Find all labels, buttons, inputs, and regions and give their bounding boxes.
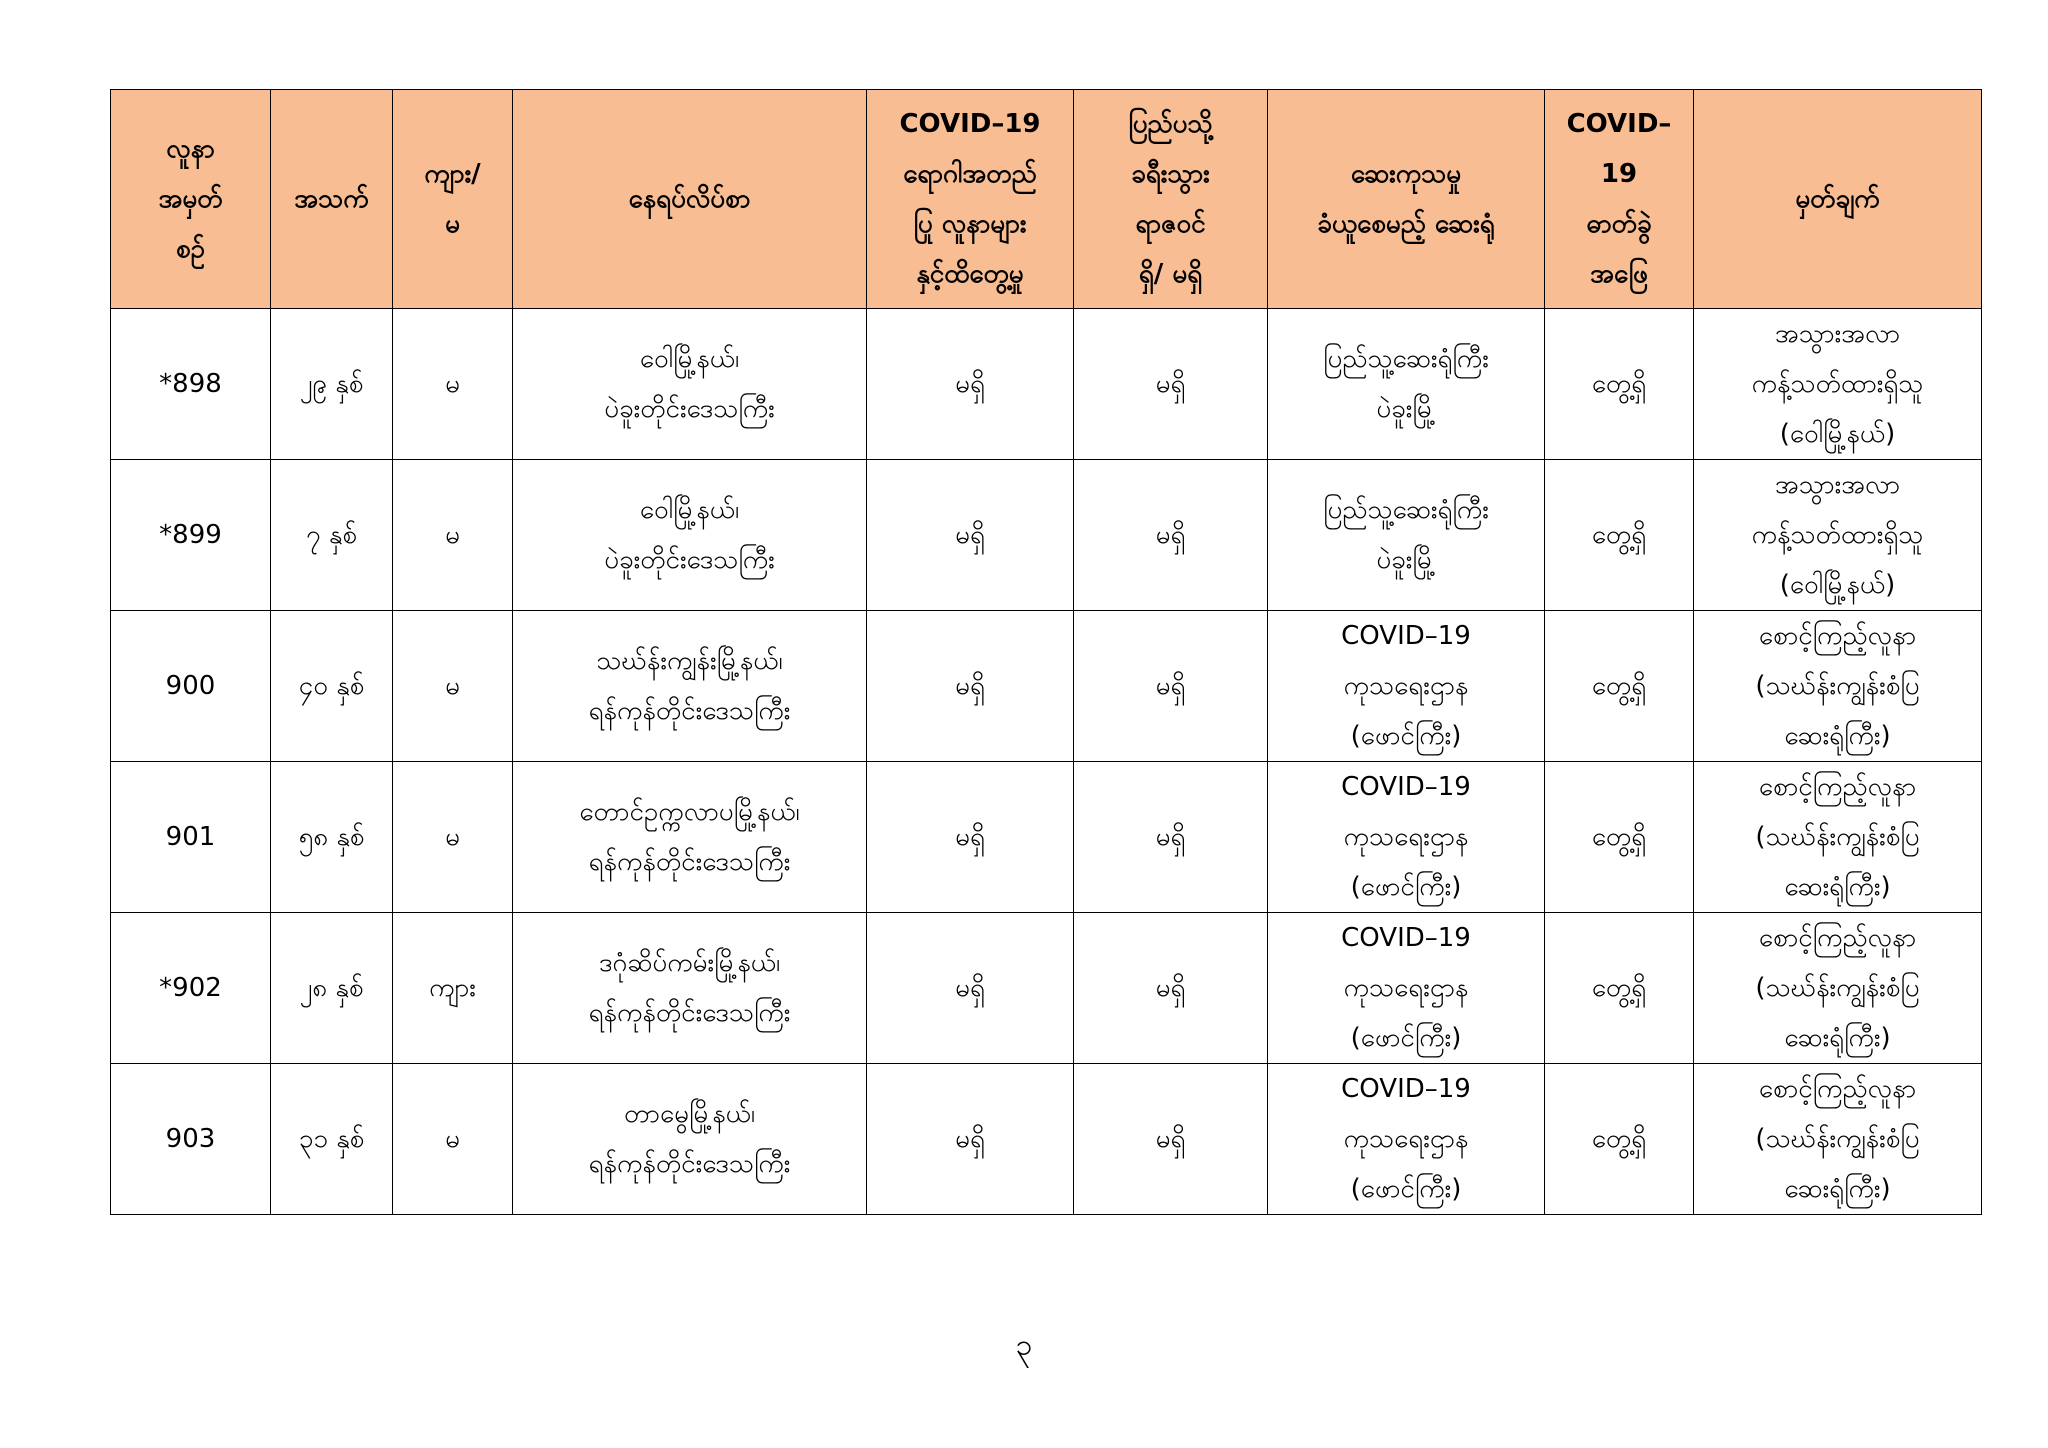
cell-text-line: (သဃ်န်းကျွန်းစံပြ	[1755, 1124, 1920, 1154]
cell-text-line: 900	[165, 671, 216, 701]
page-number: ၃	[1015, 1328, 1033, 1363]
cell-text-line: စောင့်ကြည့်လူနာ	[1758, 1074, 1917, 1104]
cell-text-line: တောင်ဥက္ကလာပမြို့နယ်၊	[579, 797, 800, 827]
cell-text-line: ဝေါမြို့နယ်၊	[639, 495, 740, 525]
cell-text-line: မရှိ	[955, 822, 985, 852]
cell-text-line: ရောဂါအတည်	[903, 159, 1037, 189]
cell-text-line: ကန့်သတ်ထားရှိသူ	[1751, 520, 1924, 550]
cell-text-line: နှင့်ထိတွေ့မှု	[916, 259, 1024, 289]
cell-text-line: 903	[165, 1124, 216, 1154]
cell-text-line: *902	[159, 973, 222, 1003]
cell-remarks	[1694, 762, 1982, 913]
cell-contact-history	[867, 1064, 1074, 1215]
cell-text-line: တွေ့ရှိ	[1591, 1124, 1647, 1154]
cell-text-line: ၄၀ နှစ်	[298, 671, 365, 701]
cell-text-line: ကုသရေးဌာန	[1343, 822, 1469, 852]
cell-text-line: မ	[445, 671, 460, 701]
cell-text-line: မရှိ	[1155, 520, 1186, 550]
table-body	[111, 309, 1982, 1215]
cell-text-line: မရှိ	[1155, 822, 1186, 852]
cell-lab-result	[1545, 762, 1694, 913]
header-sex	[393, 90, 513, 309]
cell-text-line: မရှိ	[955, 1124, 985, 1154]
cell-text-line: ဒဂုံဆိပ်ကမ်းမြို့နယ်၊	[598, 948, 781, 978]
header-remarks	[1694, 90, 1982, 309]
cell-text-line: အသွားအလာ	[1774, 319, 1901, 349]
cell-lab-result	[1545, 1064, 1694, 1215]
cell-text-line: (ဖောင်ကြီး)	[1350, 1174, 1462, 1204]
cell-text-line: ဆေးကုသမှု	[1350, 159, 1462, 189]
cell-text-line: ဓာတ်ခွဲ	[1586, 209, 1652, 239]
cell-address	[513, 460, 867, 611]
cell-sex	[393, 1064, 513, 1215]
cell-text-line: အမှတ်	[158, 184, 223, 214]
cell-patient-number	[111, 611, 271, 762]
cell-text-line: ကုသရေးဌာန	[1343, 973, 1469, 1003]
cell-text-line: မရှိ	[955, 973, 985, 1003]
cell-remarks	[1694, 460, 1982, 611]
cell-text-line: တာမွေမြို့နယ်၊	[623, 1099, 755, 1129]
cell-text-line: (ဖောင်ကြီး)	[1350, 721, 1462, 751]
cell-text-line: ဆေးရုံကြီး)	[1784, 1174, 1891, 1204]
cell-sex	[393, 309, 513, 460]
cell-text-line: ဆေးရုံကြီး)	[1784, 721, 1891, 751]
cell-text-line: မ	[445, 209, 460, 239]
cell-text-line: COVID–19	[1341, 621, 1471, 651]
cell-hospital	[1268, 309, 1545, 460]
cell-text-line: ၃၁ နှစ်	[298, 1124, 365, 1154]
header-address	[513, 90, 867, 309]
cell-text-line: ရှိ/ မရှိ	[1138, 259, 1203, 289]
table-row	[111, 913, 1982, 1064]
cell-text-line: စောင့်ကြည့်လူနာ	[1758, 772, 1917, 802]
cell-text-line: ကုသရေးဌာန	[1343, 671, 1469, 701]
cell-sex	[393, 913, 513, 1064]
cell-text-line: ကုသရေးဌာန	[1343, 1124, 1469, 1154]
cell-text-line: 19	[1600, 159, 1638, 189]
header-contact-history	[867, 90, 1074, 309]
cell-text-line: ပဲခူးတိုင်းဒေသကြီး	[604, 394, 775, 424]
cell-text-line: မရှိ	[955, 369, 985, 399]
cell-text-line: စဉ်	[175, 234, 206, 264]
cell-address	[513, 762, 867, 913]
cell-text-line: ပြည်သူ့ဆေးရုံကြီး	[1323, 495, 1489, 525]
cell-age	[271, 1064, 393, 1215]
cell-text-line: (ဝေါမြို့နယ်)	[1779, 419, 1896, 449]
cell-text-line: နေရပ်လိပ်စာ	[628, 184, 751, 214]
cell-lab-result	[1545, 309, 1694, 460]
cell-text-line: ဆေးရုံကြီး)	[1784, 872, 1891, 902]
cell-text-line: မရှိ	[1155, 671, 1186, 701]
cell-text-line: ကန့်သတ်ထားရှိသူ	[1751, 369, 1924, 399]
cell-text-line: (ဖောင်ကြီး)	[1350, 1023, 1462, 1053]
cell-hospital	[1268, 460, 1545, 611]
cell-hospital	[1268, 611, 1545, 762]
cell-contact-history	[867, 309, 1074, 460]
cell-text-line: COVID–	[1566, 109, 1672, 139]
cell-remarks	[1694, 611, 1982, 762]
cell-text-line: ၇ နှစ်	[306, 520, 357, 550]
cell-travel-history	[1074, 913, 1268, 1064]
table-row	[111, 460, 1982, 611]
cell-text-line: တွေ့ရှိ	[1591, 822, 1647, 852]
cell-text-line: မရှိ	[1155, 369, 1186, 399]
cell-text-line: အသွားအလာ	[1774, 470, 1901, 500]
covid-case-table	[110, 89, 1982, 1215]
cell-address	[513, 913, 867, 1064]
cell-text-line: COVID–19	[899, 109, 1041, 139]
cell-lab-result	[1545, 460, 1694, 611]
header-hospital	[1268, 90, 1545, 309]
cell-address	[513, 611, 867, 762]
cell-text-line: (ဖောင်ကြီး)	[1350, 872, 1462, 902]
cell-contact-history	[867, 460, 1074, 611]
cell-remarks	[1694, 309, 1982, 460]
cell-text-line: ၂၈ နှစ်	[299, 973, 364, 1003]
header-age	[271, 90, 393, 309]
cell-text-line: 901	[165, 822, 216, 852]
cell-text-line: ပဲခူးမြို့	[1376, 545, 1436, 575]
table-row	[111, 762, 1982, 913]
cell-text-line: (သဃ်န်းကျွန်းစံပြ	[1755, 973, 1920, 1003]
cell-travel-history	[1074, 309, 1268, 460]
cell-hospital	[1268, 762, 1545, 913]
cell-text-line: ရန်ကုန်တိုင်းဒေသကြီး	[588, 847, 791, 877]
cell-travel-history	[1074, 762, 1268, 913]
cell-text-line: ရန်ကုန်တိုင်းဒေသကြီး	[588, 1149, 791, 1179]
cell-text-line: ရာဇဝင်	[1135, 209, 1206, 239]
cell-text-line: မ	[445, 520, 460, 550]
cell-sex	[393, 611, 513, 762]
cell-text-line: ရန်ကုန်တိုင်းဒေသကြီး	[588, 696, 791, 726]
cell-text-line: ၅၈ နှစ်	[298, 822, 365, 852]
cell-remarks	[1694, 913, 1982, 1064]
cell-text-line: စောင့်ကြည့်လူနာ	[1758, 923, 1917, 953]
cell-text-line: *898	[159, 369, 222, 399]
cell-contact-history	[867, 762, 1074, 913]
cell-text-line: မရှိ	[955, 671, 985, 701]
cell-text-line: မ	[445, 822, 460, 852]
table-row	[111, 611, 1982, 762]
cell-text-line: မှတ်ချက်	[1795, 184, 1880, 214]
cell-text-line: တွေ့ရှိ	[1591, 369, 1647, 399]
cell-text-line: လူနာ	[166, 134, 215, 164]
cell-text-line: ပြု လူနာများ	[913, 209, 1027, 239]
cell-text-line: ခံယူစေမည့် ဆေးရုံ	[1317, 209, 1495, 239]
cell-text-line: COVID–19	[1341, 772, 1471, 802]
cell-text-line: အသက်	[294, 184, 369, 214]
cell-text-line: တွေ့ရှိ	[1591, 520, 1647, 550]
cell-address	[513, 309, 867, 460]
cell-patient-number	[111, 1064, 271, 1215]
cell-text-line: (သဃ်န်းကျွန်းစံပြ	[1755, 671, 1920, 701]
cell-text-line: အဖြေ	[1590, 259, 1648, 289]
cell-text-line: ဆေးရုံကြီး)	[1784, 1023, 1891, 1053]
cell-sex	[393, 762, 513, 913]
header-row	[111, 90, 1982, 309]
cell-age	[271, 762, 393, 913]
table-header	[111, 90, 1982, 309]
cell-travel-history	[1074, 1064, 1268, 1215]
cell-lab-result	[1545, 611, 1694, 762]
cell-text-line: မရှိ	[1155, 973, 1186, 1003]
cell-contact-history	[867, 611, 1074, 762]
cell-text-line: ပြည်ပသို့	[1128, 109, 1213, 139]
cell-text-line: တွေ့ရှိ	[1591, 973, 1647, 1003]
cell-patient-number	[111, 913, 271, 1064]
cell-text-line: COVID–19	[1341, 1074, 1471, 1104]
table-row	[111, 309, 1982, 460]
table-row	[111, 1064, 1982, 1215]
cell-text-line: ပဲခူးမြို့	[1376, 394, 1436, 424]
cell-age	[271, 913, 393, 1064]
cell-text-line: ၂၉ နှစ်	[299, 369, 364, 399]
cell-text-line: ရန်ကုန်တိုင်းဒေသကြီး	[588, 998, 791, 1028]
cell-text-line: ကျား	[429, 973, 476, 1003]
cell-text-line: (ဝေါမြို့နယ်)	[1779, 570, 1896, 600]
cell-text-line: ဝေါမြို့နယ်၊	[639, 344, 740, 374]
cell-lab-result	[1545, 913, 1694, 1064]
cell-text-line: သဃ်န်းကျွန်းမြို့နယ်၊	[596, 646, 783, 676]
cell-remarks	[1694, 1064, 1982, 1215]
cell-age	[271, 611, 393, 762]
cell-travel-history	[1074, 460, 1268, 611]
cell-text-line: *899	[159, 520, 222, 550]
cell-text-line: မ	[445, 369, 460, 399]
header-patient-number	[111, 90, 271, 309]
cell-text-line: စောင့်ကြည့်လူနာ	[1758, 621, 1917, 651]
header-lab-result	[1545, 90, 1694, 309]
cell-text-line: မ	[445, 1124, 460, 1154]
cell-text-line: COVID–19	[1341, 923, 1471, 953]
cell-text-line: မရှိ	[1155, 1124, 1186, 1154]
cell-text-line: မရှိ	[955, 520, 985, 550]
cell-text-line: ခရီးသွား	[1131, 159, 1210, 189]
cell-hospital	[1268, 913, 1545, 1064]
header-travel-history	[1074, 90, 1268, 309]
cell-text-line: ပဲခူးတိုင်းဒေသကြီး	[604, 545, 775, 575]
cell-patient-number	[111, 762, 271, 913]
cell-age	[271, 460, 393, 611]
cell-patient-number	[111, 309, 271, 460]
cell-contact-history	[867, 913, 1074, 1064]
cell-hospital	[1268, 1064, 1545, 1215]
cell-text-line: တွေ့ရှိ	[1591, 671, 1647, 701]
cell-sex	[393, 460, 513, 611]
cell-age	[271, 309, 393, 460]
cell-text-line: (သဃ်န်းကျွန်းစံပြ	[1755, 822, 1920, 852]
cell-text-line: ပြည်သူ့ဆေးရုံကြီး	[1323, 344, 1489, 374]
cell-address	[513, 1064, 867, 1215]
cell-travel-history	[1074, 611, 1268, 762]
cell-patient-number	[111, 460, 271, 611]
cell-text-line: ကျား/	[424, 159, 481, 189]
